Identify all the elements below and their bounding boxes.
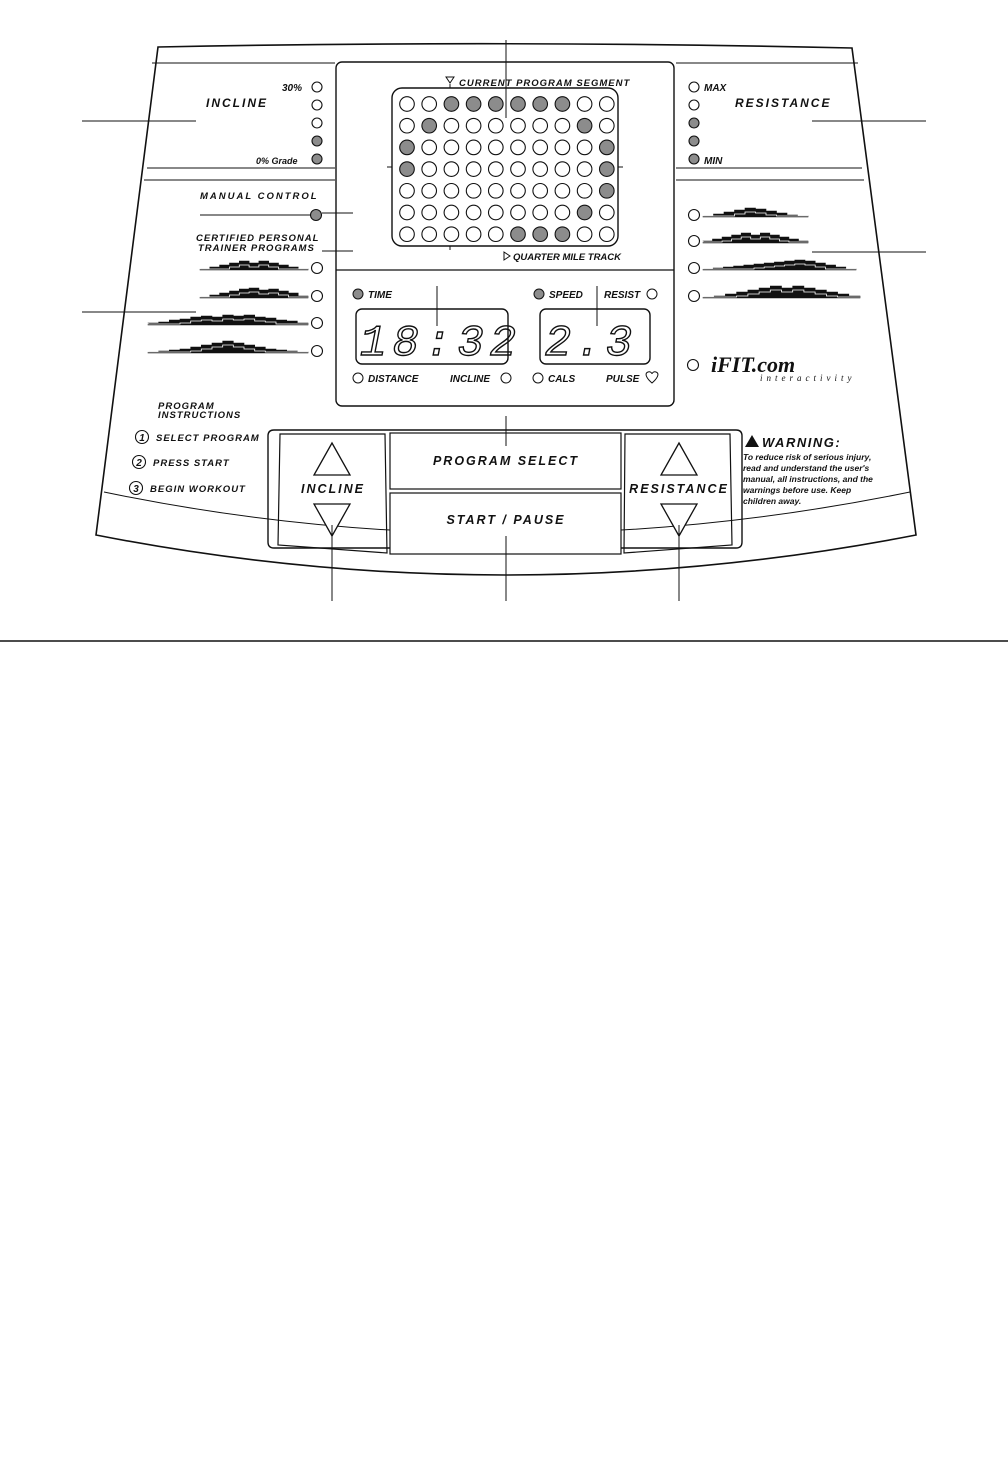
track-pointer-icon — [504, 252, 510, 260]
matrix-led — [577, 227, 592, 242]
matrix-led — [400, 227, 415, 242]
warning-icon — [745, 435, 759, 447]
incline-led-column — [312, 82, 322, 164]
speed-value: 2.3 — [544, 319, 636, 369]
matrix-led — [489, 140, 504, 155]
matrix-led — [466, 140, 481, 155]
matrix-led — [511, 184, 526, 199]
instruction-step-3 — [130, 482, 247, 496]
matrix-bottom-label: QUARTER MILE TRACK — [513, 252, 622, 263]
step-2-num: 2 — [136, 458, 142, 469]
speed-label: SPEED — [549, 290, 583, 301]
right-program-list — [689, 208, 861, 302]
trainer-program-led[interactable] — [312, 346, 323, 357]
resistance-button-group — [624, 434, 732, 553]
right-program-led[interactable] — [689, 236, 700, 247]
matrix-led — [555, 97, 570, 112]
instructions-title-2: INSTRUCTIONS — [158, 410, 242, 421]
matrix-led — [489, 118, 504, 133]
matrix-led — [489, 97, 504, 112]
matrix-led — [511, 162, 526, 177]
incline-up-button[interactable] — [314, 443, 350, 475]
matrix-led — [511, 227, 526, 242]
matrix-led — [555, 205, 570, 220]
warning-line-5: children away. — [743, 496, 802, 506]
matrix-led — [422, 162, 437, 177]
matrix-led — [533, 118, 548, 133]
resistance-button-label: RESISTANCE — [629, 482, 729, 496]
program-profile-icon — [703, 233, 808, 243]
incline-button-label: INCLINE — [301, 482, 365, 496]
instructions-title-1: PROGRAM — [158, 401, 215, 412]
program-select-label: PROGRAM SELECT — [432, 454, 580, 468]
matrix-led — [422, 97, 437, 112]
resistance-top-label: MAX — [704, 83, 727, 94]
matrix-led — [577, 162, 592, 177]
matrix-led — [400, 205, 415, 220]
instruction-step-1 — [136, 431, 260, 445]
matrix-led — [400, 140, 415, 155]
matrix-led — [577, 184, 592, 199]
matrix-led — [533, 140, 548, 155]
matrix-led — [600, 118, 615, 133]
incline-led — [312, 136, 322, 146]
time-led — [353, 289, 363, 299]
matrix-led — [533, 162, 548, 177]
matrix-led — [555, 140, 570, 155]
cals-label: CALS — [548, 374, 576, 385]
resistance-panel-title: RESISTANCE — [735, 96, 832, 110]
time-value: 18:32 — [359, 319, 523, 369]
matrix-led — [422, 118, 437, 133]
cals-led — [533, 373, 543, 383]
resistance-led-column — [689, 82, 699, 164]
matrix-led — [444, 97, 459, 112]
matrix-led — [444, 205, 459, 220]
start-pause-label: START / PAUSE — [446, 513, 566, 527]
incline-top-label: 30% — [282, 83, 303, 94]
matrix-led — [489, 205, 504, 220]
matrix-led — [577, 118, 592, 133]
matrix-led — [466, 97, 481, 112]
distance-led — [353, 373, 363, 383]
matrix-led — [466, 205, 481, 220]
manual-control-label: MANUAL CONTROL — [200, 191, 319, 202]
matrix-led — [600, 97, 615, 112]
matrix-led — [444, 184, 459, 199]
resistance-up-button[interactable] — [661, 443, 697, 475]
matrix-led — [444, 227, 459, 242]
matrix-led — [489, 184, 504, 199]
incline-led — [312, 154, 322, 164]
incline-led — [312, 118, 322, 128]
resistance-led — [689, 118, 699, 128]
time-label: TIME — [368, 290, 392, 301]
right-program-led[interactable] — [689, 263, 700, 274]
matrix-led — [422, 227, 437, 242]
speed-led — [534, 289, 544, 299]
matrix-led — [577, 97, 592, 112]
ifit-tagline: interactivity — [760, 373, 856, 383]
incline-bottom-label: 0% Grade — [256, 156, 298, 166]
resistance-led — [689, 154, 699, 164]
step-3-text: BEGIN WORKOUT — [150, 484, 246, 495]
matrix-led — [444, 118, 459, 133]
incline-panel-title: INCLINE — [206, 96, 268, 110]
matrix-led — [511, 140, 526, 155]
incline-led — [312, 100, 322, 110]
matrix-led — [444, 162, 459, 177]
step-1-num: 1 — [139, 433, 145, 444]
step-1-text: SELECT PROGRAM — [156, 433, 260, 444]
trainer-program-led[interactable] — [312, 318, 323, 329]
ifit-logo — [711, 352, 855, 383]
matrix-led — [533, 97, 548, 112]
matrix-led — [555, 162, 570, 177]
matrix-led — [600, 205, 615, 220]
matrix-led — [600, 140, 615, 155]
pulse-label: PULSE — [606, 374, 640, 385]
matrix-led — [489, 227, 504, 242]
warning-line-4: warnings before use. Keep — [743, 485, 852, 495]
instruction-step-2 — [133, 456, 230, 470]
right-program-led[interactable] — [689, 210, 700, 221]
matrix-led — [511, 118, 526, 133]
matrix-led — [555, 227, 570, 242]
matrix-led — [511, 97, 526, 112]
warning-line-1: To reduce risk of serious injury, — [743, 452, 872, 462]
matrix-led — [577, 205, 592, 220]
matrix-led — [533, 227, 548, 242]
matrix-led — [444, 140, 459, 155]
trainer-programs-title-1: CERTIFIED PERSONAL — [196, 233, 320, 244]
ifit-logo-text: iFIT.com — [711, 352, 796, 377]
program-profile-icon — [148, 315, 308, 325]
program-profile-icon — [703, 260, 856, 270]
matrix-led — [400, 97, 415, 112]
matrix-led — [533, 184, 548, 199]
matrix-led — [422, 140, 437, 155]
resist-label: RESIST — [604, 290, 641, 301]
ifit-led[interactable] — [688, 360, 699, 371]
matrix-led — [466, 227, 481, 242]
program-profile-icon — [148, 341, 308, 353]
step-2-text: PRESS START — [153, 458, 230, 469]
matrix-led — [422, 205, 437, 220]
display-incline-label: INCLINE — [450, 374, 490, 385]
step-3-num: 3 — [133, 484, 139, 495]
matrix-led — [466, 184, 481, 199]
matrix-led — [555, 184, 570, 199]
matrix-led — [577, 140, 592, 155]
matrix-led — [489, 162, 504, 177]
segment-pointer-icon — [446, 77, 454, 83]
matrix-led — [600, 162, 615, 177]
resist-led — [647, 289, 657, 299]
program-profile-icon — [200, 288, 308, 298]
matrix-led — [600, 184, 615, 199]
matrix-led — [400, 162, 415, 177]
warning-title: WARNING: — [762, 435, 842, 450]
distance-label: DISTANCE — [368, 374, 419, 385]
right-program-led[interactable] — [689, 291, 700, 302]
trainer-programs-title-2: TRAINER PROGRAMS — [198, 243, 315, 254]
matrix-led — [533, 205, 548, 220]
trainer-program-led[interactable] — [312, 291, 323, 302]
trainer-program-list — [148, 261, 323, 357]
resistance-led — [689, 82, 699, 92]
matrix-top-label: CURRENT PROGRAM SEGMENT — [459, 78, 631, 89]
matrix-led — [466, 162, 481, 177]
incline-led — [312, 82, 322, 92]
resistance-led — [689, 136, 699, 146]
warning-line-2: read and understand the user's — [743, 463, 870, 473]
warning-line-3: manual, all instructions, and the — [743, 474, 873, 484]
matrix-led — [400, 118, 415, 133]
heart-icon — [646, 372, 658, 383]
trainer-program-led[interactable] — [312, 263, 323, 274]
matrix-led — [422, 184, 437, 199]
matrix-led — [511, 205, 526, 220]
matrix-led — [600, 227, 615, 242]
led-matrix — [387, 77, 631, 263]
matrix-led — [555, 118, 570, 133]
matrix-led — [466, 118, 481, 133]
resistance-led — [689, 100, 699, 110]
display-incline-led — [501, 373, 511, 383]
resistance-bottom-label: MIN — [704, 156, 723, 167]
matrix-led — [400, 184, 415, 199]
manual-control-led[interactable] — [311, 210, 322, 221]
